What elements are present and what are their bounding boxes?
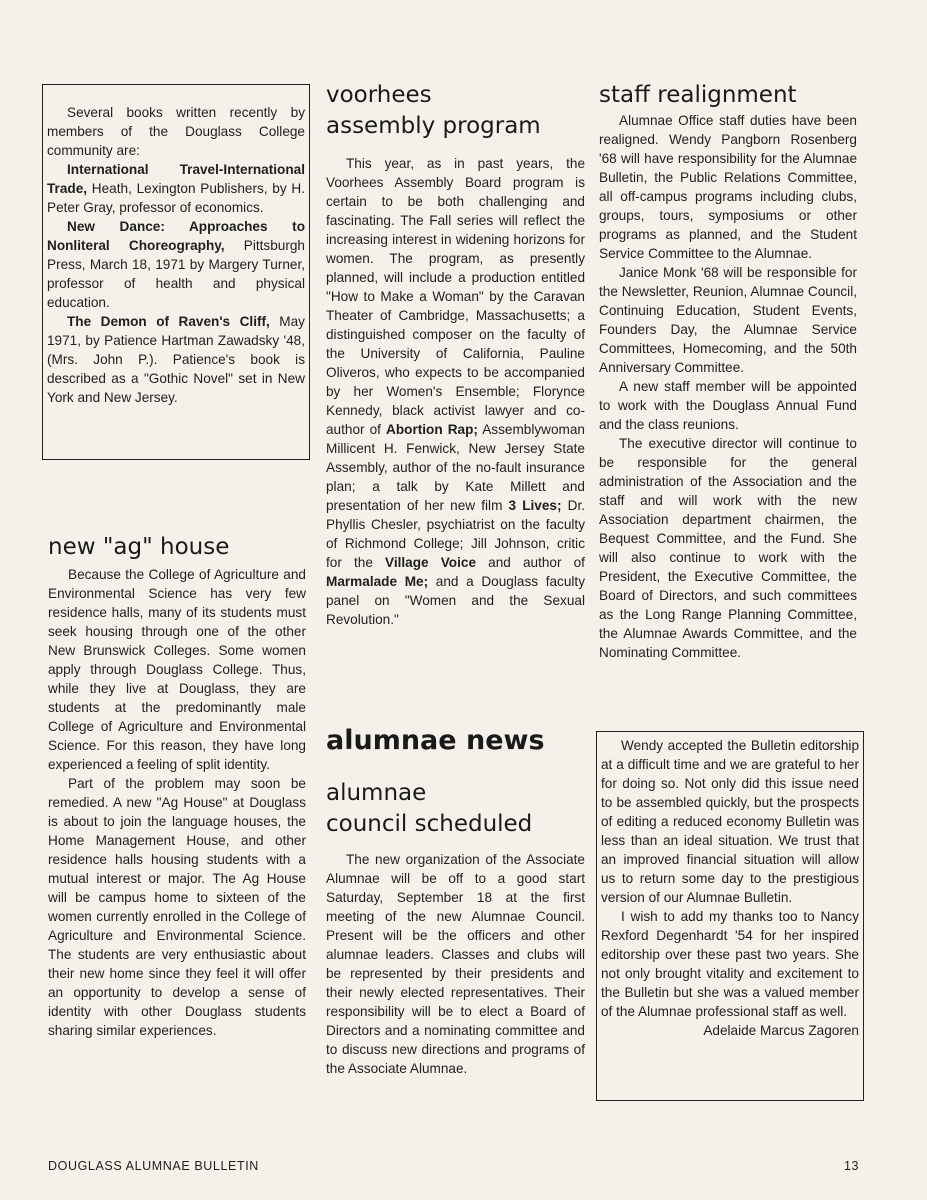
voorhees-heading-line2: assembly program xyxy=(326,113,541,139)
book-details: Pittsburgh Press, March 18, 1971 by Margery Turner, professor of health and physical education. xyxy=(47,238,305,310)
signature: Adelaide Marcus Zagoren xyxy=(703,1023,859,1038)
council-heading-line2: council scheduled xyxy=(326,811,533,837)
alumnae-news-section xyxy=(326,724,585,1078)
voorhees-paragraph xyxy=(326,154,585,629)
voorhees-heading-line1: voorhees xyxy=(326,82,432,108)
book-title: International Travel-International Trade, xyxy=(47,162,305,196)
voorhees-text: and a Douglass faculty panel on "Women and the Sexual Revolution." xyxy=(326,574,585,627)
voorhees-text: Dr. Phyllis Chesler, psychiatrist on the faculty of Richmond College; Jill Johnson, critic for the xyxy=(326,498,586,570)
voorhees-text: and author of xyxy=(476,555,585,570)
book-details: May 1971, by Patience Hartman Zawadsky '48, (Mrs. John P.). Patience's book is described as a "Gothic Novel" set in New York and New Jersey. xyxy=(47,314,305,405)
voorhees-bold-title: Marmalade Me; xyxy=(326,574,429,589)
ag-house-article xyxy=(48,532,306,1040)
editor-note-paragraph: Wendy accepted the Bulletin editorship at a difficult time and we are grateful to her for doing so. Not only did this issue need to be assembled quickly, but the prospects of editing a reduced economy Bulletin was less than an ideal situation. We trust that an improved financial situation will allow us to return some day to the prestigious version of our Alumnae Bulletin. xyxy=(601,738,859,905)
council-heading xyxy=(326,778,585,840)
books-box xyxy=(42,84,310,460)
book-title: New Dance: Approaches to Nonliteral Choreography, xyxy=(47,219,305,253)
book-details: Heath, Lexington Publishers, by H. Peter Gray, professor of economics. xyxy=(47,181,305,215)
voorhees-text: This year, as in past years, the Voorhees Assembly Board program is certain to be both challenging and fascinating. The Fall series will reflect the increasing interest in widening horizons for women. The program, as presently planned, will include a production entitled "How to Make a Woman" by the Caravan Theater of Cambridge, Massachusetts; a distinguished composer on the faculty of the University of California, Pauline Oliveros, who expects to be accompanied by her Women's Ensemble; Florynce Kennedy, black activist lawyer and co-author of xyxy=(326,156,585,437)
ag-house-paragraph: Part of the problem may soon be remedied. A new "Ag House" at Douglass is about to join the language houses, the Home Management House, and other residence halls housing students with a mutual interest or major. The Ag House will be campus home to sixteen of the women currently enrolled in the College of Agriculture and Environmental Science. The students are very enthusiastic about their new home since they feel it will offer an opportunity to develop a sense of identity with other Douglass students sharing similar experiences. xyxy=(48,776,306,1038)
voorhees-bold-title: 3 Lives; xyxy=(508,498,562,513)
staff-paragraph: Alumnae Office staff duties have been realigned. Wendy Pangborn Rosenberg '68 will have responsibility for the Alumnae Bulletin, the Public Relations Committee, all off-campus programs including clubs, groups, tours, symposiums or other programs as planned, and the Student Service Committee to the Alumnae. xyxy=(599,113,857,261)
staff-paragraph: The executive director will continue to be responsible for the general administration of the Association and the staff and will work with the new Association department chairmen, the Bequest Committee, and the Fund. She will also continue to work with the President, the Executive Committee, the Board of Directors, and such committees as the Long Range Planning Committee, the Alumnae Awards Committee, and the Nominating Committee. xyxy=(599,436,857,660)
books-intro: Several books written recently by members of the Douglass College community are: xyxy=(47,105,305,158)
publication-name: DOUGLASS ALUMNAE BULLETIN xyxy=(48,1159,259,1173)
council-paragraph: The new organization of the Associate Alumnae will be off to a good start Saturday, September 18 at the first meeting of the new Alumnae Council. Present will be the officers and other alumnae leaders. Classes and clubs will be represented by their presidents and their newly elected representatives. Their responsibility will be to elect a Board of Directors and a nominating committee and to discuss new directions and programs of the Associate Alumnae. xyxy=(326,852,585,1076)
book-title: The Demon of Raven's Cliff, xyxy=(67,314,270,329)
alumnae-news-heading: alumnae news xyxy=(326,725,545,756)
voorhees-heading xyxy=(326,80,585,142)
staff-article xyxy=(599,80,857,662)
staff-heading: staff realignment xyxy=(599,82,797,108)
editor-note-paragraph: I wish to add my thanks too to Nancy Rexford Degenhardt '54 for her inspired editorship over these past two years. She not only brought vitality and excitement to the Bulletin but she was a valued member of the Alumnae professional staff as well. xyxy=(601,909,859,1019)
staff-paragraph: A new staff member will be appointed to work with the Douglass Annual Fund and the class reunions. xyxy=(599,379,857,432)
book-entry xyxy=(47,312,305,407)
editor-note-box xyxy=(596,731,864,1101)
page-number: 13 xyxy=(844,1159,860,1173)
voorhees-bold-title: Abortion Rap; xyxy=(386,422,478,437)
voorhees-article xyxy=(326,80,585,629)
ag-house-heading: new "ag" house xyxy=(48,534,230,560)
ag-house-paragraph: Because the College of Agriculture and Environmental Science has very few residence halls, many of its students must seek housing through one of the other New Brunswick Colleges. Some women apply through Douglass College. Thus, while they live at Douglass, they are students at the predominantly male College of Agriculture and Environmental Science. For this reason, they have long experienced a feeling of split identity. xyxy=(48,567,306,772)
voorhees-bold-title: Village Voice xyxy=(385,555,476,570)
council-heading-line1: alumnae xyxy=(326,780,427,806)
book-entry xyxy=(47,160,305,217)
staff-paragraph: Janice Monk '68 will be responsible for the Newsletter, Reunion, Alumnae Council, Continuing Education, Student Events, Founders Day, the Alumnae Service Committees, Homecoming, and the 50th Anniversary Committee. xyxy=(599,265,857,375)
book-entry xyxy=(47,217,305,312)
voorhees-text: Assemblywoman Millicent H. Fenwick, New Jersey State Assembly, author of the no-fault insurance plan; a talk by Kate Millett and presentation of her new film xyxy=(326,422,585,513)
